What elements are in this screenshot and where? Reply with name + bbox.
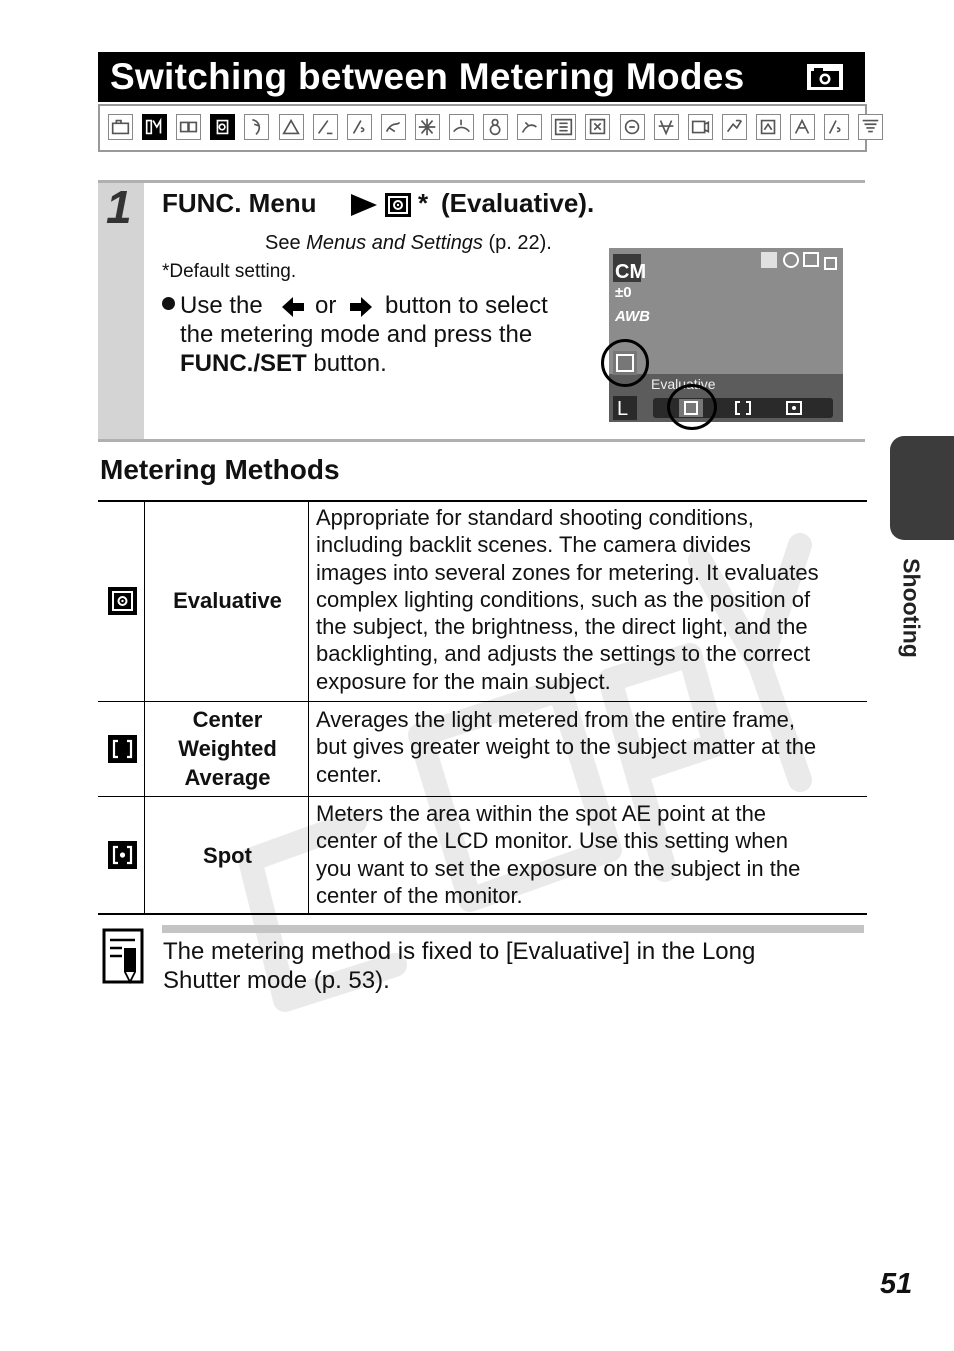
portrait-icon bbox=[244, 114, 269, 140]
method-desc-spot: Meters the area within the spot AE point at the center of the LCD monitor. Use this setting when you want to set the exposure on the subject in the center of the monitor. bbox=[316, 801, 801, 908]
method-name-line: Weighted bbox=[178, 736, 277, 761]
lcd-graphics bbox=[609, 248, 843, 422]
super-macro-icon bbox=[347, 114, 372, 140]
right-arrow-icon bbox=[350, 297, 372, 317]
highlight-circle bbox=[601, 339, 649, 387]
indoor-icon bbox=[551, 114, 576, 140]
memo-note-icon bbox=[102, 928, 146, 986]
instruction-line-2: the metering mode and press the bbox=[180, 321, 533, 348]
lcd-exposure-comp: ±0 bbox=[615, 284, 632, 301]
right-arrow-icon bbox=[349, 192, 379, 218]
mode-icon-strip bbox=[98, 104, 867, 152]
underwater-icon bbox=[620, 114, 645, 140]
method-name-line: Center bbox=[192, 707, 263, 732]
see-suffix: (p. 22). bbox=[482, 232, 552, 254]
highlight-circle bbox=[667, 384, 717, 430]
chapter-tab-label bbox=[888, 548, 934, 668]
page-number: 51 bbox=[880, 1268, 913, 1300]
title-bar bbox=[98, 52, 865, 102]
manual-mode-icon bbox=[142, 114, 167, 140]
movie-icon bbox=[688, 114, 713, 140]
color-swap-icon bbox=[313, 114, 338, 140]
aquarium-icon bbox=[654, 114, 679, 140]
method-desc-center-weighted: Averages the light metered from the entire frame, but gives greater weight to the subject matter at the center. bbox=[316, 707, 817, 787]
instruction-line-1b: button to select bbox=[385, 292, 548, 319]
default-star: * bbox=[418, 188, 429, 218]
method-name-evaluative: Evaluative bbox=[173, 588, 282, 613]
evaluative-metering-icon bbox=[108, 587, 137, 615]
row-divider bbox=[98, 701, 867, 702]
my-colors-icon bbox=[756, 114, 781, 140]
method-desc-evaluative: Appropriate for standard shooting conditions, including backlit scenes. The camera divides images into several zones for metering. It evaluates complex lighting conditions, such as the position of the subject, the brightness, the direct light, and the backlighting, and adjusts the settings to the correct exposure for the main subject. bbox=[316, 505, 819, 694]
kids-pets-icon bbox=[517, 114, 542, 140]
auto-mode-icon bbox=[108, 114, 133, 140]
bullet-icon bbox=[162, 297, 175, 310]
stitch-left-icon bbox=[790, 114, 815, 140]
fireworks-icon bbox=[415, 114, 440, 140]
default-setting-note: *Default setting. bbox=[162, 261, 297, 282]
lcd-white-balance: AWB bbox=[615, 308, 650, 325]
svg-text:CM: CM bbox=[615, 261, 647, 283]
instruction-or: or bbox=[315, 292, 337, 319]
section-heading: Metering Methods bbox=[100, 454, 340, 485]
instruction-line-1a: Use the bbox=[180, 292, 263, 319]
spot-metering-icon bbox=[108, 841, 137, 869]
long-shutter-icon bbox=[858, 114, 883, 140]
lcd-screen-illustration bbox=[609, 248, 843, 422]
method-name-center-weighted bbox=[146, 705, 309, 792]
snow-icon bbox=[483, 114, 508, 140]
see-link-text: Menus and Settings bbox=[306, 232, 483, 254]
step-heading-func: FUNC. Menu bbox=[162, 188, 317, 218]
stitch-right-icon bbox=[824, 114, 849, 140]
table-border bbox=[98, 913, 867, 915]
chapter-label-text: Shooting bbox=[898, 558, 925, 658]
see-reference bbox=[265, 232, 552, 255]
beach-icon bbox=[449, 114, 474, 140]
column-divider bbox=[144, 502, 145, 913]
note-text: The metering method is fixed to [Evaluative] in the Long Shutter mode (p. 53). bbox=[163, 938, 756, 994]
stitch-assist-icon bbox=[176, 114, 201, 140]
method-name-line: Average bbox=[184, 765, 271, 790]
func-set-label: FUNC./SET bbox=[180, 350, 307, 377]
left-arrow-icon bbox=[282, 297, 304, 317]
page-title: Switching between Metering Modes bbox=[110, 56, 745, 97]
table-border bbox=[98, 500, 867, 502]
method-name-spot: Spot bbox=[203, 843, 252, 868]
row-divider bbox=[98, 796, 867, 797]
color-accent-icon bbox=[279, 114, 304, 140]
lcd-mode-label: Evaluative bbox=[651, 376, 716, 392]
camera-icon bbox=[806, 63, 844, 91]
step-number: 1 bbox=[106, 181, 132, 233]
center-weighted-metering-icon bbox=[108, 735, 137, 763]
divider bbox=[98, 439, 865, 442]
evaluative-metering-icon bbox=[384, 192, 412, 218]
instruction-line-3-rest: button. bbox=[306, 350, 387, 377]
see-prefix: See bbox=[265, 232, 307, 254]
foliage-icon bbox=[381, 114, 406, 140]
instruction-line-3 bbox=[180, 350, 387, 378]
note-bar bbox=[162, 925, 864, 933]
lcd-resolution: L bbox=[617, 398, 629, 420]
step-heading-evaluative: (Evaluative). bbox=[441, 188, 595, 218]
night-snapshot-icon bbox=[722, 114, 747, 140]
digital-macro-icon bbox=[210, 114, 235, 140]
night-scene-icon bbox=[585, 114, 610, 140]
chapter-tab bbox=[890, 436, 954, 540]
